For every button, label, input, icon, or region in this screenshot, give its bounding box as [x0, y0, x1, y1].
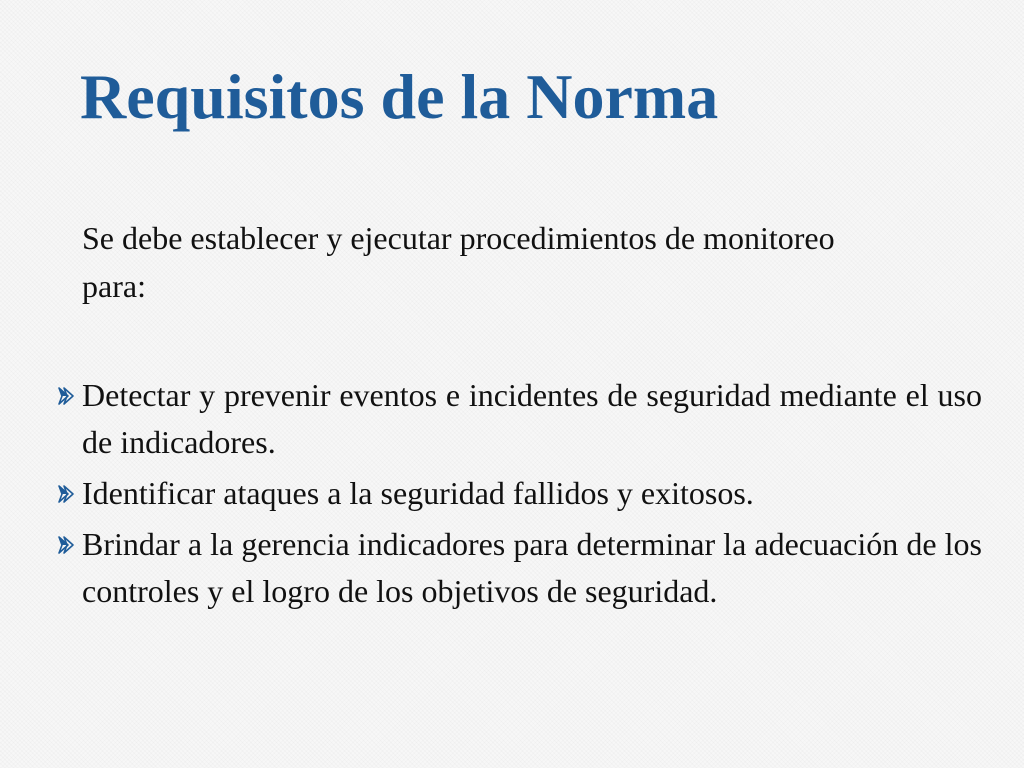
diamond-arrow-icon [55, 386, 75, 406]
bullet-item [0, 521, 1024, 615]
bullet-text: Detectar y prevenir eventos e incidentes de seguridad mediante el uso de indicadores. [82, 377, 982, 460]
bullet-list [0, 372, 1024, 619]
bullet-item [0, 470, 1024, 517]
diamond-arrow-icon [55, 484, 75, 504]
bullet-text: Identificar ataques a la seguridad fallidos y exitosos. [82, 475, 754, 511]
slide-title: Requisitos de la Norma [80, 61, 719, 132]
intro-text: Se debe establecer y ejecutar procedimientos de monitoreo para: [82, 220, 835, 304]
bullet-text: Brindar a la gerencia indicadores para determinar la adecuación de los controles y el logro de los objetivos de seguridad. [82, 526, 982, 609]
diamond-arrow-icon [55, 535, 75, 555]
bullet-item [0, 372, 1024, 466]
